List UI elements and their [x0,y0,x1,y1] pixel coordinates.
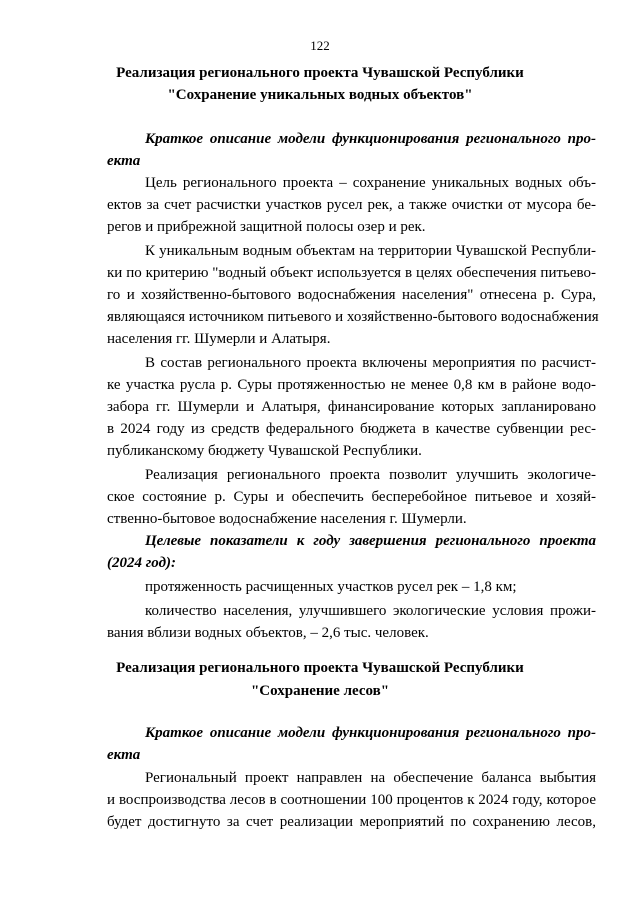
section1-subheading-line2: екта [107,153,141,169]
section1-paragraph-line: забора гг. Шумерли и Алатыря, финансирование которых запланировано [107,399,596,415]
section2-subheading-line2: екта [107,747,141,763]
section1-paragraph-line: ектов за счет расчистки участков русел рек, а также очистки от мусора бе- [107,197,596,213]
section1-paragraph-line: Цель регионального проекта – сохранение уникальных водных объ- [145,175,596,191]
section2-title-line1: Реализация регионального проекта Чувашской Республики [116,660,524,676]
section1-paragraph-line: регов и прибрежной защитной полосы озер и рек. [107,219,426,235]
section2-paragraph-line: Региональный проект направлен на обеспечение баланса выбытия [145,770,596,786]
section1-paragraph-line: в 2024 году из средств федерального бюджета в качестве субвенции рес- [107,421,596,437]
section1-paragraph-line: населения гг. Шумерли и Алатыря. [107,331,331,347]
section1-title-line1: Реализация регионального проекта Чувашской Республики [116,65,524,81]
section1-paragraph-line: ки по критерию "водный объект используется в целях обеспечения питьево- [107,265,596,281]
section1-subheading-line1: Краткое описание модели функционирования регионального про- [145,131,596,147]
section1-target-line: протяженность расчищенных участков русел рек – 1,8 км; [145,579,517,595]
section1-targets-heading-line2: (2024 год): [107,555,177,571]
section1-paragraph-line: ственно-бытовое водоснабжение населения г. Шумерли. [107,511,467,527]
section1-target-line: количество населения, улучшившего экологические условия прожи- [145,603,596,619]
section1-targets-heading-line1: Целевые показатели к году завершения регионального проекта [145,533,596,549]
section1-paragraph-line: К уникальным водным объектам на территории Чувашской Республи- [145,243,596,259]
section1-paragraph-line: го и хозяйственно-бытового водоснабжения населения" отнесена р. Сура, [107,287,596,303]
section2-paragraph-line: и воспроизводства лесов в соотношении 100 процентов к 2024 году, которое [107,792,596,808]
section1-title-line2: "Сохранение уникальных водных объектов" [167,87,473,103]
section2-paragraph-line: будет достигнуто за счет реализации мероприятий по сохранению лесов, [107,814,596,830]
section1-paragraph-line: В состав регионального проекта включены мероприятия по расчист- [145,355,596,371]
section1-paragraph-line: публиканскому бюджету Чувашской Республики. [107,443,422,459]
section2-subheading-line1: Краткое описание модели функционирования регионального про- [145,725,596,741]
section1-target-line: вания вблизи водных объектов, – 2,6 тыс. человек. [107,625,429,641]
section1-paragraph-line: Реализация регионального проекта позволит улучшить экологиче- [145,467,596,483]
section1-paragraph-line: ское состояние р. Суры и обеспечить бесперебойное питьевое и хозяй- [107,489,596,505]
page-number: 122 [310,38,330,53]
section2-title-line2: "Сохранение лесов" [250,683,390,699]
section1-paragraph-line: ке участка русла р. Суры протяженностью не менее 0,8 км в районе водо- [107,377,596,393]
section1-paragraph-line: являющаяся источником питьевого и хозяйственно-бытового водоснабжения [107,309,599,325]
